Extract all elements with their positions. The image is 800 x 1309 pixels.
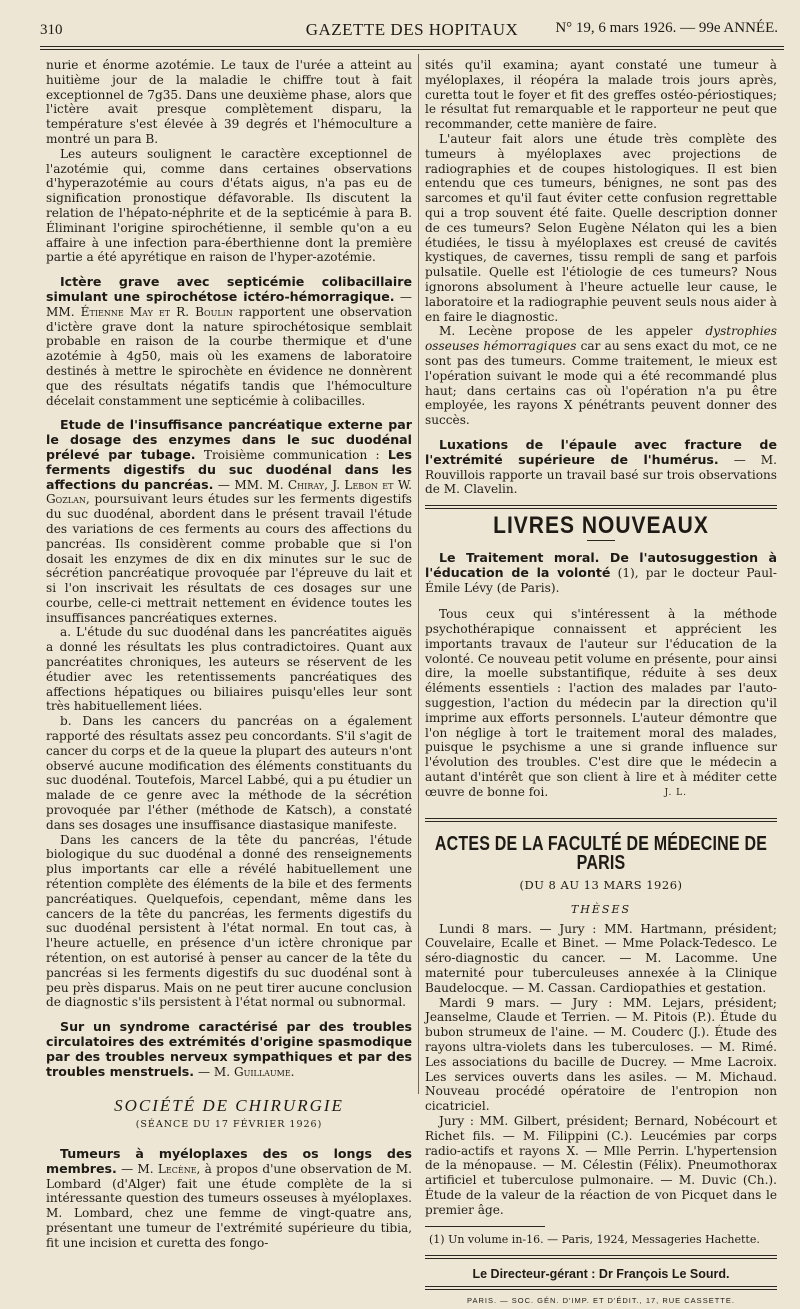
article-subheading: Troisième communication :: [203, 447, 380, 462]
emphasis-text: dystrophies osseuses hémorragiques: [425, 324, 777, 354]
footnote-rule: [425, 1226, 545, 1227]
section-rule: [425, 505, 777, 509]
subsection-title: THÈSES: [570, 902, 632, 916]
article-body: à propos d'une observation de M. Lombard (d'Alger) fait une étude complète de la si intéressante question des tumeurs osseuses à myéloplaxes. M. Lombard, chez une femme de vingt-quatre ans, présentant une tumeur de l'extrémité supérieure du tibia, fit une incision et curetta des fongo-: [46, 1161, 412, 1250]
article-authors: — MM. Étienne May et R. Boulin: [46, 289, 412, 319]
thesis-day: Lundi 8 mars. — Jury : MM. Hartmann, président; Couvelaire, Ecalle et Binet. — Mme Polack-Tedesco. Le séro-diagnostic du cancer. — M. Lacomme. Une maternité pour tuberculeuses annexée à la Clinique Baudelocque. — M. Cassan. Cardiopathies et gestation.: [425, 921, 777, 995]
page-number: 310: [40, 22, 63, 38]
section-title: SOCIÉTÉ DE CHIRURGIE: [114, 1096, 344, 1116]
section-rule: [425, 1286, 777, 1290]
book-title: Le Traitement moral. De l'autosuggestion à l'éducation de la volonté: [425, 549, 777, 580]
article: [46, 275, 412, 408]
printer-line: PARIS. — SOC. GÉN. D'IMP. ET D'ÉDIT., 17, RUE CASSETTE.: [467, 1296, 735, 1306]
paragraph: [425, 324, 777, 428]
article-heading: Tumeurs à myéloplaxes des os longs des membres.: [46, 1145, 412, 1176]
article: [46, 418, 412, 625]
header-rule: [40, 46, 784, 50]
paragraph: a. L'étude du suc duodénal dans les pancréatites aiguës a donné les résultats les plus contradictoires. Quant aux pancréatites chroniques, les auteurs se réservent de les étudier avec les retentissements pancréatiques des affections hépatiques ou biliaires puisqu'elles leur sont très habituellement liées.: [46, 625, 412, 714]
section-subtitle: (SÉANCE DU 17 FÉVRIER 1926): [135, 1119, 323, 1131]
section-rule: [425, 1255, 777, 1259]
article-heading: Luxations de l'épaule avec fracture de l'extrémité supérieure de l'humérus.: [425, 436, 777, 467]
left-column: [46, 58, 412, 1251]
paragraph: Les auteurs soulignent le caractère exceptionnel de l'azotémie qui, comme dans certaines observations d'hyperazotémie au cours d'états aigus, n'a pas eu de signification pronostique défavorable. Ils discutent la relation de l'hépato-néphrite et de la septicémie à para B. Éliminant l'origine spirochétienne, il semble qu'on a eu affaire à une infection para-éberthienne dont la première partie a été apyrétique en raison de l'hyper-azotémie.: [46, 146, 412, 265]
book-review: [425, 551, 777, 595]
article-authors: — M. Guillaume.: [197, 1064, 295, 1079]
section-rule: [425, 818, 777, 822]
journal-title: GAZETTE DES HOPITAUX: [305, 20, 519, 39]
issue-info: N° 19, 6 mars 1926. — 99e ANNÉE.: [555, 20, 778, 36]
page-header: [40, 18, 784, 44]
paragraph: b. Dans les cancers du pancréas on a également rapporté des résultats assez peu concordants. S'il s'agit de cancer du corps et de la queue la plupart des auteurs n'ont observé aucune modification des éléments constituants du suc duodénal. Toutefois, Marcel Labbé, qui a pu étudier un malade de ce genre avec la méthode de la sécrétion provoquée par l'éther (méthode de Katsch), a constaté dans ses dosages une insuffisance diastasique manifeste.: [46, 714, 412, 832]
book-byline: (1), par le docteur Paul-Émile Lévy (de Paris).: [425, 565, 777, 595]
review-initials: J. L.: [664, 787, 687, 798]
article-heading: Etude de l'insuffisance pancréatique externe par le dosage des enzymes dans le suc duodénal prélevé par tubage.: [46, 417, 412, 462]
article-body: — M. Rouvillois rapporte un travail basé sur trois observations de M. Clavelin.: [425, 452, 777, 497]
paragraph: L'auteur fait alors une étude très complète des tumeurs à myéloplaxes avec projections de radiographies et de coupes histologiques. Il est bien entendu que ces tumeurs, bénignes, ne sont pas des sarcomes et qu'il faut éviter cette confusion regrettable qui a trop souvent été faite. Quelle description donner de ces tumeurs? Selon Eugène Nélaton qui les a bien étudiées, le tissu à myéloplaxes est creusé de cavités kystiques, de cavernes, tissu rempli de sang et parfois pulsatile. Quelle est l'étiologie de ces tumeurs? Nous ignorons absolument à l'heure actuelle leur cause, le laboratoire et la radiographie peuvent seuls nous aider à en faire le diagnostic.: [425, 131, 777, 324]
article-body: poursuivant leurs études sur les ferments digestifs du suc duodénal, abordent dans le présent travail l'étude des variations de ces ferments au cours des affections du pancréas. Ils considèrent comme probable que si l'on dosait les enzymes de dix en dix minutes sur le suc de sécrétion pancréatique provoquée par l'épreuve du lait et si l'on inscrivait les résultats de ces dosages sur une courbe, celle-ci mettrait nettement en évidence toutes les insuffisances pancréatiques externes.: [46, 492, 412, 625]
article-authors: — MM. M. Chiray, J. Lebon et W. Gozlan,: [46, 477, 412, 507]
section-title: ACTES DE LA FACULTÉ DE MÉDECINE DE PARIS: [434, 834, 768, 874]
thesis-day: Jury : MM. Gilbert, président; Bernard, Nobécourt et Richet fils. — M. Filippini (C.). Leucémies par corps radio-actifs et rayons X. — Mlle Perrin. L'hypertension de la ménopause. — M. Célestin (Félix). Pneumothorax artificiel et tuberculose pulmonaire. — M. Duvic (Ch.). Étude de la valeur de la réaction de von Picquet dans le premier âge.: [425, 1114, 777, 1217]
article: [46, 1020, 412, 1079]
director-line: Le Directeur-gérant : Dr François Le Sourd.: [472, 1267, 730, 1282]
article: [425, 438, 777, 497]
paragraph: sités qu'il examina; ayant constaté une tumeur à myéloplaxes, il réopéra la malade trois jours après, curetta tout le foyer et fit des greffes ostéo-périostiques; le résultat fut remarquable et le rapporteur ne peut que recommander, cette manière de faire.: [425, 58, 777, 132]
paragraph-text: M. Lecène propose de les appeler: [439, 324, 693, 339]
article-authors: — M. Lecène,: [121, 1161, 201, 1176]
right-column: [425, 58, 777, 1309]
short-rule: [587, 540, 615, 541]
paragraph-text: car au sens exact du mot, ce ne sont pas des tumeurs. Comme traitement, le mieux est l'opération suivant le mode qui a été recommandé plus haut; dans certains cas où l'opération n'a pu être employée, les rayons X pénétrants peuvent donner des succès.: [425, 339, 777, 428]
footnote: (1) Un volume in-16. — Paris, 1924, Messageries Hachette.: [429, 1232, 760, 1246]
paragraph: nurie et énorme azotémie. Le taux de l'urée a atteint au huitième jour de la maladie le chiffre tout à fait exceptionnel de 7g35. Dans une deuxième phase, alors que l'ictère avait presque complètement disparu, la température s'est élevée à 39 degrés et l'hémoculture a montré un para B.: [46, 58, 412, 146]
thesis-day: Mardi 9 mars. — Jury : MM. Lejars, président; Jeanselme, Claude et Terrien. — M. Pitois (P.). Étude du bubon strumeux de l'aine. — M. Couderc (J.). Étude des rayons ultra-violets dans les tuberculoses. — M. Rimé. Les associations du bacille de Ducrey. — Mme Lacroix. Les services ouverts dans les asiles. — M. Michaud. Nouveau procédé opératoire de l'entropion non cicatriciel.: [425, 995, 777, 1114]
section-subtitle: (DU 8 AU 13 MARS 1926): [519, 878, 683, 893]
article: [46, 1147, 412, 1251]
section-title: LIVRES NOUVEAUX: [493, 512, 709, 539]
paragraph: Tous ceux qui s'intéressent à la méthode psychothérapique connaissent et apprécient les importants travaux de l'auteur sur l'éducation de la volonté. Ce nouveau petit volume en présente, pour ainsi dire, la moelle substantifique, réduite à ses deux éléments essentiels : l'action des malades par l'auto-suggestion, l'action du médecin par la direction qu'il imprime aux efforts personnels. L'auteur démontre que l'on néglige à tort le traitement moral des malades, puisque le psychisme a une si grande influence sur l'évolution des troubles. C'est dire que le médecin a autant d'intérêt que son client à lire et à méditer cette œuvre de bonne foi.: [425, 607, 777, 799]
column-divider: [418, 54, 419, 1094]
article-heading: Sur un syndrome caractérisé par des troubles circulatoires des extrémités d'origine spasmodique par des troubles nerveux sympathiques et par des troubles menstruels.: [46, 1019, 412, 1079]
article-body: rapportent une observation d'ictère grave dont la nature spirochétosique semblait probable en raison de la courbe thermique et d'une azotémie à 4g50, mais où les examens de laboratoire destinés à mettre le spirochète en évidence ne donnèrent que des résultats négatifs tandis que l'hémoculture décelait constamment une septicémie à colibacilles.: [46, 304, 412, 408]
paragraph: Dans les cancers de la tête du pancréas, l'étude biologique du suc duodénal a donné des renseignements plus importants car elle a révélé habituellement une rétention complète des éléments de la bile et des ferments pancréatiques. Quelquefois, cependant, même dans les cancers de la tête du pancréas, les ferments digestifs du suc duodénal persistent à l'état normal. En tout cas, à l'heure actuelle, en présence d'un ictère chronique par rétention, on est autorisé à penser au cancer de la tête du pancréas si les ferments digestifs du suc duodénal sont à peu près disparus. Mais on ne peut tirer aucune conclusion de diagnostic s'ils persistent à l'état normal ou subnormal.: [46, 832, 412, 1010]
article-heading: Ictère grave avec septicémie colibacillaire simulant une spirochétose ictéro-hémorragique.: [46, 274, 412, 304]
article-heading: Les ferments digestifs du suc duodénal dans les affections du pancréas.: [46, 446, 412, 492]
